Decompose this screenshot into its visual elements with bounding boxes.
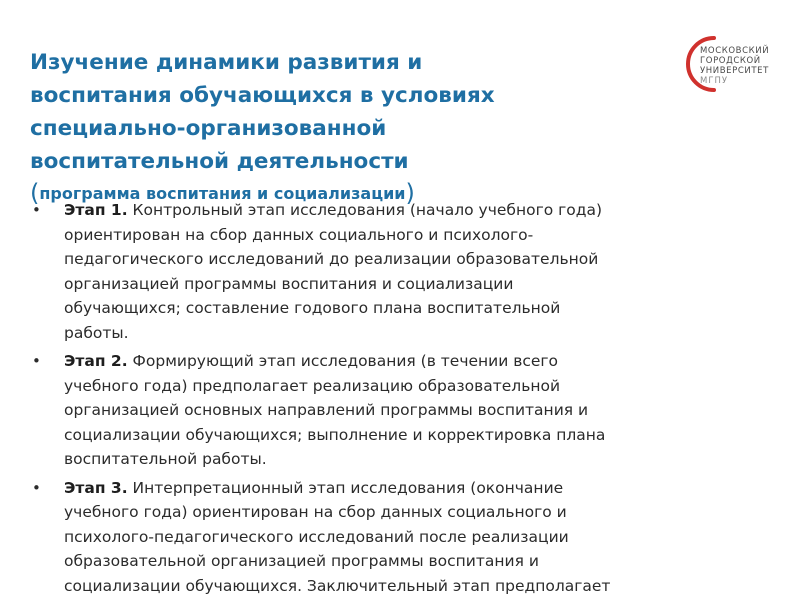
title-line-3: специально-организованной: [30, 116, 387, 141]
stage-3-line-1: [64, 476, 790, 501]
logo-abbr: МГПУ: [700, 76, 729, 86]
stage-3-text: [64, 476, 790, 599]
stage-3-line-2: учебного года) ориентирован на сбор данных социального и: [64, 503, 567, 521]
stage-2-text: [64, 349, 790, 472]
university-logo: [684, 34, 784, 94]
stage-1-line-2: ориентирован на сбор данных социального и психолого-: [64, 225, 534, 244]
logo-line-1: МОСКОВСКИЙ: [700, 46, 770, 56]
subtitle-open-paren: (: [30, 179, 40, 207]
stage-2-line-3: организацией основных направлений программы воспитания и: [64, 401, 589, 419]
stage-3-label: Этап 3.: [64, 478, 128, 497]
stage-2-line-2: учебного года) предполагает реализацию образовательной: [64, 376, 561, 395]
stage-1-line-5: обучающихся; составление годового плана воспитательной: [64, 299, 561, 317]
stage-2-line-5: воспитательной работы.: [64, 450, 267, 468]
stage-3-line-3: психолого-педагогического исследований после реализации: [64, 527, 569, 546]
stage-1-text: [64, 198, 790, 345]
list-item-stage-3: [30, 476, 790, 599]
stage-2-label: Этап 2.: [64, 352, 128, 370]
stage-2-line-1: [64, 349, 790, 374]
stage-3-line-4: образовательной организацией программы воспитания и: [64, 552, 539, 570]
list-item-stage-1: [30, 198, 790, 345]
list-item-stage-2: [30, 349, 790, 472]
bullet-icon: •: [32, 352, 41, 370]
title-line-2: воспитания обучающихся в условиях: [30, 83, 495, 108]
stage-1-line-1-text: Контрольный этап исследования (начало учебного года): [127, 201, 603, 219]
bullet-icon: •: [32, 201, 41, 219]
stage-1-line-3: педагогического исследований до реализации образовательной: [64, 250, 599, 268]
stage-3-line-1-text: Интерпретационный этап исследования (окончание: [127, 478, 564, 497]
stage-1-label: Этап 1.: [64, 201, 128, 219]
slide-title: [30, 46, 650, 209]
bullet-icon: •: [32, 478, 41, 497]
logo-text: [700, 46, 769, 86]
subtitle-close-paren: ): [405, 179, 415, 207]
stage-1-line-1: [64, 198, 790, 223]
subtitle-text: программа воспитания и социализации: [39, 184, 406, 203]
title-line-4: воспитательной деятельности: [30, 149, 409, 174]
title-line-1: Изучение динамики развития и: [30, 50, 423, 75]
stage-2-line-1-text: Формирующий этап исследования (в течении всего: [127, 352, 559, 370]
stage-3-line-5: социализации обучающихся. Заключительный этап предполагает: [64, 576, 611, 595]
stage-1-line-4: организацией программы воспитания и социализации: [64, 274, 514, 293]
logo-line-2: ГОРОДСКОЙ: [700, 56, 761, 66]
stage-list: [30, 198, 790, 600]
logo-line-3: УНИВЕРСИТЕТ: [700, 66, 769, 76]
stage-2-line-4: социализации обучающихся; выполнение и корректировка плана: [64, 425, 606, 444]
stage-1-line-6: работы.: [64, 323, 129, 342]
